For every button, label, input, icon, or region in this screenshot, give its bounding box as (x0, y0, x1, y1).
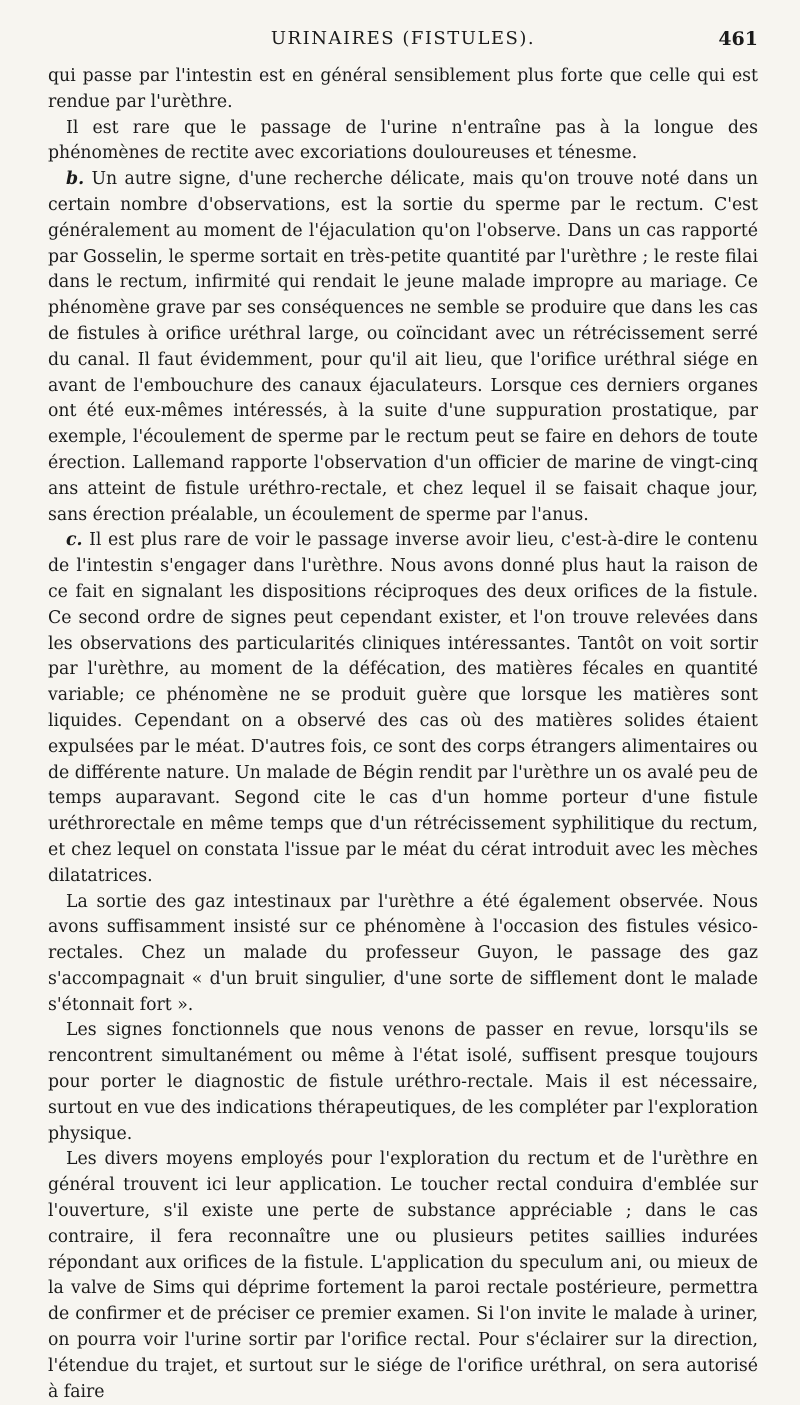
running-title: URINAIRES (FISTULES). (270, 28, 536, 49)
body-text (48, 64, 758, 1405)
paragraph (48, 167, 758, 528)
paragraph-text: Les signes fonctionnels que nous venons de passer en revue, lorsqu'ils se rencontrent simultanément ou même à l'état isolé, suffisent presque toujours pour porter le diagnostic de fistule uréthro-rectale. Mais il est nécessaire, surtout en vue des indications thérapeutiques, de les compléter par l'exploration physique. (48, 1020, 758, 1144)
paragraph (48, 528, 758, 889)
paragraph-text: qui passe par l'intestin est en général sensiblement plus forte que celle qui est rendue par l'urèthre. (48, 66, 758, 112)
paragraph-marker: c. (66, 530, 83, 551)
paragraph (48, 1147, 758, 1405)
paragraph (48, 1018, 758, 1147)
paragraph-text: Il est plus rare de voir le passage inverse avoir lieu, c'est-à-dire le contenu de l'intestin s'engager dans l'urèthre. Nous avons donné plus haut la raison de ce fait en signalant les dispositions réciproques des deux orifices de la fistule. Ce second ordre de signes peut cependant exister, et l'on trouve relevées dans les observations des particularités cliniques intéressantes. Tantôt on voit sortir par l'urèthre, au moment de la défécation, des matières fécales en quantité variable; ce phénomène ne se produit guère que lorsque les matières sont liquides. Cependant on a observé des cas où des matières solides étaient expulsées par le méat. D'autres fois, ce sont des corps étrangers alimentaires ou de différente nature. Un malade de Bégin rendit par l'urèthre un os avalé peu de temps auparavant. Segond cite le cas d'un homme porteur d'une fistule uréthrorectale en même temps que d'un rétrécissement syphilitique du rectum, et chez lequel on constata l'issue par le méat du cérat introduit avec les mèches dilatatrices. (48, 530, 758, 886)
paragraph-text: Les divers moyens employés pour l'exploration du rectum et de l'urèthre en général trouvent ici leur application. Le toucher rectal conduira d'emblée sur l'ouverture, s'il existe une perte de substance appréciable ; dans le cas contraire, il fera reconnaître une ou plusieurs petites saillies indurées répondant aux orifices de la fistule. L'application du speculum ani, ou mieux de la valve de Sims qui déprime fortement la paroi rectale postérieure, permettra de confirmer et de préciser ce premier examen. Si l'on invite le malade à uriner, on pourra voir l'urine sortir par l'orifice rectal. Pour s'éclairer sur la direction, l'étendue du trajet, et surtout sur le siége de l'orifice uréthral, on sera autorisé à faire (48, 1149, 758, 1402)
page-header (48, 28, 758, 58)
paragraph (48, 116, 758, 168)
paragraph-text: La sortie des gaz intestinaux par l'urèthre a été également observée. Nous avons suffisamment insisté sur ce phénomène à l'occasion des fistules vésico-rectales. Chez un malade du professeur Guyon, le passage des gaz s'accompagnait « d'un bruit singulier, d'une sorte de sifflement dont le malade s'étonnait fort ». (48, 891, 758, 1015)
paragraph (48, 64, 758, 116)
paragraph-text: Un autre signe, d'une recherche délicate, mais qu'on trouve noté dans un certain nombre d'observations, est la sortie du sperme par le rectum. C'est généralement au moment de l'éjaculation qu'on l'observe. Dans un cas rapporté par Gosselin, le sperme sortait en très-petite quantité par l'urèthre ; le reste filai dans le rectum, infirmité qui rendait le jeune malade impropre au mariage. Ce phénomène grave par ses conséquences ne semble se produire que dans les cas de fistules à orifice uréthral large, ou coïncidant avec un rétrécissement serré du canal. Il faut évidemment, pour qu'il ait lieu, que l'orifice uréthral siége en avant de l'embouchure des canaux éjaculateurs. Lorsque ces derniers organes ont été eux-mêmes intéressés, à la suite d'une suppuration prostatique, par exemple, l'écoulement de sperme par le rectum peut se faire en dehors de toute érection. Lallemand rapporte l'observation d'un officier de marine de vingt-cinq ans atteint de fistule uréthro-rectale, et chez lequel il se faisait chaque jour, sans érection préalable, un écoulement de sperme par l'anus. (48, 169, 758, 525)
paragraph (48, 890, 758, 1019)
paragraph-marker: b. (66, 169, 85, 190)
paragraph-text: Il est rare que le passage de l'urine n'entraîne pas à la longue des phénomènes de rectite avec excoriations douloureuses et ténesme. (48, 117, 758, 164)
page-number: 461 (718, 28, 758, 50)
